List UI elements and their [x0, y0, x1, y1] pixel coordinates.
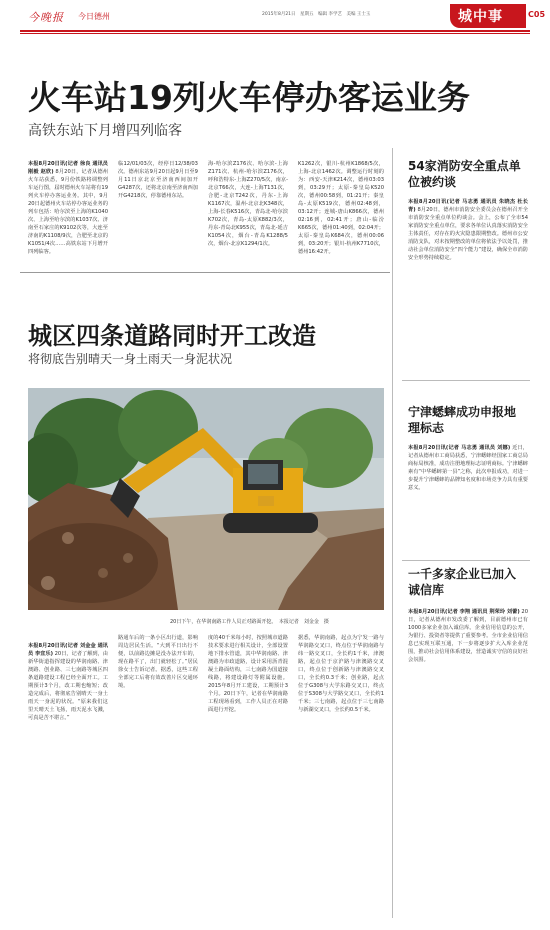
story1-headline: 火车站19列火车停办客运业务 [28, 78, 470, 117]
construction-photo [28, 388, 384, 610]
edition-name: 今日德州 [78, 12, 110, 21]
story2-column-2 [118, 634, 198, 912]
right-story3-headline: 一千多家企业已加入诚信库 [408, 567, 517, 597]
right-story1-headline: 54家消防安全重点单位被约谈 [408, 159, 521, 189]
story1-col2-text: 临12/01/03次，经停日12/38/03次。德州东站9月20日起9月日至9月11日京北京至济南西间加开G4287次，还将北京南至济南西加开G4218次，停靠德州东站。 [118, 161, 198, 199]
story2-col1-text: 20日，记者了解到，由新华街道指挥建设的华润南路、津澳路、创业路、三七南路等城区四条道路建设工程已经全面开工。工期预计3个月，改工期也缩短；改造完成后，将彻底告别晴天一身土雨天一身泥的状况。“原来我们这里天晴天土飞扬，雨天泥水飞溅，可真是苦不堪言。” [28, 651, 108, 721]
story2-column-4 [298, 634, 384, 912]
right-story2-headline: 宁津蟋蟀成功申报地理标志 [408, 405, 517, 435]
right-story2-body [408, 444, 528, 554]
right-story3-body [408, 608, 528, 908]
story2-subhead: 将彻底告别晴天一身土雨天一身泥状况 [28, 352, 233, 366]
story1-byline: 本报8月20日讯(记者 徐良 通讯员 刚毅 赵欣) [28, 161, 108, 175]
story-divider [20, 272, 390, 273]
page-number: C05 [528, 10, 546, 19]
construction-photo-illustration [28, 388, 384, 610]
section-name: 城中事 [458, 9, 503, 25]
right-story2-byline: 本报8月20日讯(记者 马志勇 通讯员 刘娜) [408, 445, 511, 451]
story1-column-3 [208, 160, 288, 268]
right-divider-2 [402, 560, 530, 561]
photo-caption: 20日下午，在华润南路工作人员正对路面开挖。 本报记者 刘金金 摄 [170, 619, 329, 625]
right-story1-text: 8月20日，德州市消防安全委员会在德州召开全市消防安全重点单位约谈会。会上，公布了全市54家消防安全重点单位，要求各单位认真落实消防安全主体责任，对存在的火灾隐患限期整改。德州市公安消防支队，对未按期整改的单位将依法予以处罚，推动社会单位消防安全“四个能力”建设，确保全市消防安全形势持续稳定。 [408, 207, 528, 261]
story2-column-1 [28, 642, 108, 912]
story1-col1-text: 8月20日，记者从德州火车站获悉，9月份铁路将调整列车运行图，届时德州火车站将有19列火车停办客运业务。其中，9月20日起德州火车站停办客运业务的列车包括：哈尔滨至上海的K1040次、上海至哈尔滨的K1037次、济南至石家庄的K9102次等，大连至济南的K1108/9次，合肥至北京的K1051/4次……高铁东站下月增开四列临客。 [28, 169, 108, 255]
story1-column-4 [298, 160, 384, 268]
story1-col3-text: 海-哈尔滨Z176次、哈尔滨-上海Z171次、杭州-哈尔滨Z176次，呼和浩特东-上海Z270/5次，南京-北京T66次，大连-上海T131次，合肥-北京T242次，丹东-上海K1167次，温州-北京北K348次，上海-长春K516次，青岛北-哈尔滨K702次，青岛-太原K882/3次，丹东-青岛北K955次，青岛北-延吉K1054次，烟台-青岛K1288/5次，烟台-北京K1294/1次。 [208, 161, 288, 247]
right-story2-text: 近日，记者从德州市工商局获悉，宁津蟋蟀经国家工商总局商标局核准，成功注册地理标志证明商标。宁津蟋蟀素有“中华蟋蟀第一县”之称，此次申报成功，对进一步提升宁津蟋蟀的品牌知名度和市场竞争力具有重要意义。 [408, 445, 528, 491]
story2-col4-text: 据悉，华润南路，起点为宁发一路与华润路交叉口，终点位于华润南路与纬一路交叉口，全长约1千米，津澳路，起点位于京沪路与津澳路交叉口，终点位于创新路与津澳路交叉口，全长约0.3千米；创业路，起点位于G308与大学东路交叉口，终点位于S308与大学路交叉口，全长约1千米；三七南路，起点位于三七南路与新湖交叉口，全长约0.5千米。 [298, 635, 384, 713]
column-divider [392, 148, 393, 918]
right-story3-byline: 本报8月20日讯(记者 李翔 通讯员 荆荣玲 刘蕾) [408, 609, 520, 615]
issue-meta: 2015年8月21日 星期五 编辑 李学艺 美编 王士玉 [262, 12, 371, 17]
right-story1-body [408, 198, 528, 368]
story1-col4-text: K1262次，银川-杭州K1868/5次，上海-北京1462次。调整运行时刻的为：西安-天津K214次，德州03:03到，03:29开；太原-秦皇岛K520次，德州00:58到，01:21开；秦皇岛-太原K519次，德州02:48到，03:12开；连城-唐山K866次，德州02:16到，02:41开；唐山-临汾K665次，德州01:40到，02:04开；太原-秦皇岛K684次，德州00:06到，03:20开；银川-杭州K7710次，德州16:42开。 [298, 161, 384, 255]
masthead-rule-thin [20, 33, 530, 34]
story2-col3-text: 度的40千米每小时，按照城市道路技术要求进行相关设计，全部设置地下排水管道，其中华润南路、津澳路为市政道路，设计采用沥青混凝土路面结构，三七南路为国道接线路，将建设路灯等附属设施。2015年8月开工建设，工期预计3个月。20日下午，记者在华润南路工程现场看到，工作人员正在对路面进行开挖。 [208, 635, 288, 713]
story1-subhead: 高铁东站下月增四列临客 [28, 123, 182, 139]
masthead-rule [20, 30, 530, 32]
right-divider-1 [402, 380, 530, 381]
story1-column-2 [118, 160, 198, 268]
story2-headline: 城区四条道路同时开工改造 [28, 322, 316, 350]
story2-byline: 本报8月20日讯(记者 刘金金 通讯员 李宜乐) [28, 643, 108, 657]
story1-column-1 [28, 160, 108, 268]
story2-column-3 [208, 634, 288, 912]
right-story1-byline: 本报8月20日讯(记者 马志勇 通讯员 朱晓杰 杜长青) [408, 199, 528, 213]
right-story3-text: 20日，记者从德州市发改委了解到，目前德州市已有1000多家企业加入诚信库。企业信用信息的公开，为银行、投资者等提供了重要参考。全市企业信用信息已实现互联互通，下一步将逐步扩大入库企业范围，推动社会信用体系建设，营造诚实守信的良好社会氛围。 [408, 609, 528, 663]
newspaper-logo: 今晚报 [28, 11, 64, 24]
story2-col2-text: 路通车后的一条小区出行道，影响周边居民生活。“大到平日出行不便，以前路边摊是没办法开车的，现在路平了，出门就轻松了。”居民徐女士告诉记者。据悉，这些工程全部完工后将有效改善片区交通环境。 [118, 635, 198, 689]
